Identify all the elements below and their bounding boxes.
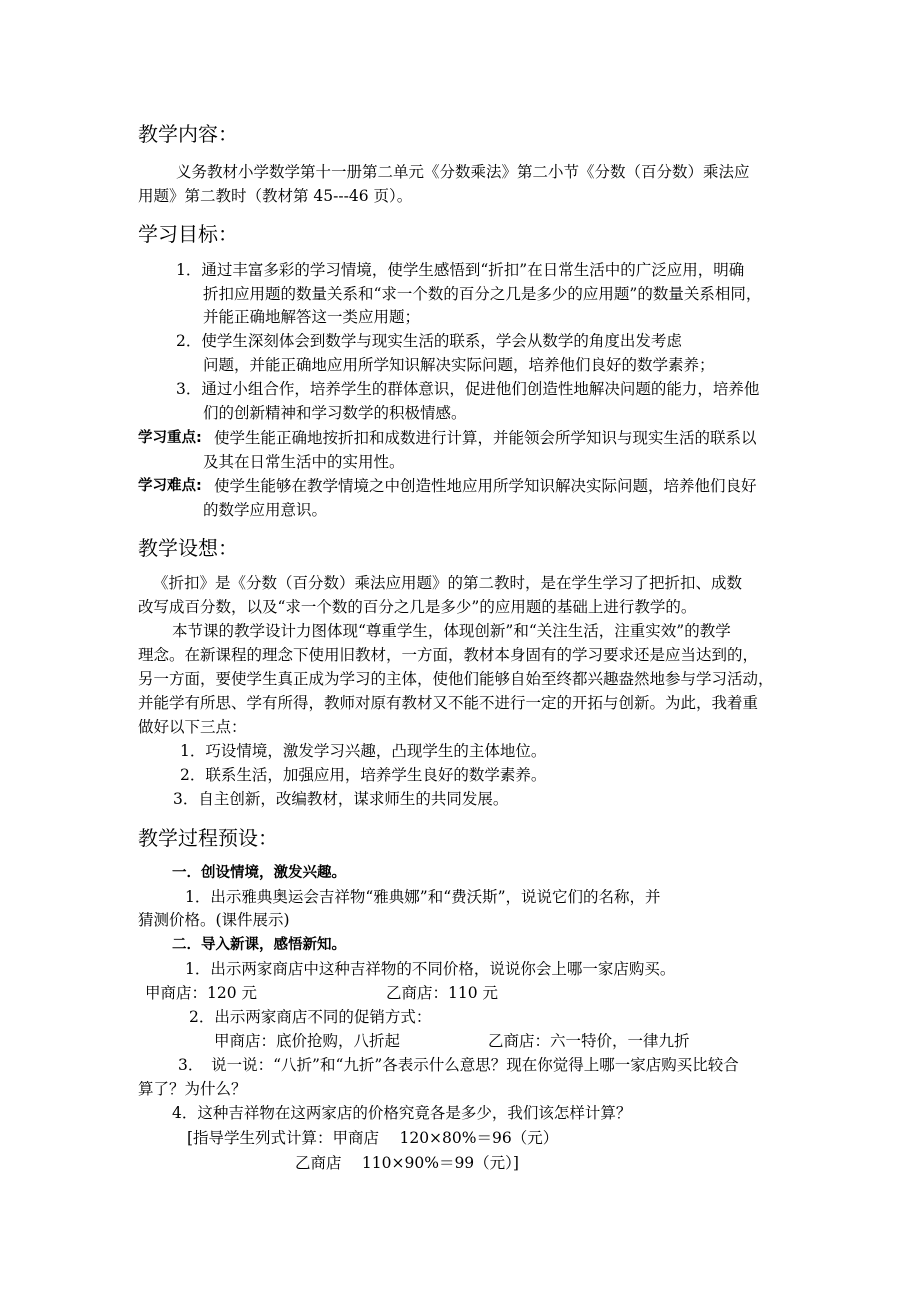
goal-item-1-cont: 并能正确地解答这一类应用题； [203,308,421,326]
goal-item-1: 1．通过丰富多彩的学习情境，使学生感悟到“折扣”在日常生活中的广泛应用，明确 [176,261,745,279]
paragraph-line: 义务教材小学数学第十一册第二单元《分数乘法》第二小节《分数（百分数）乘法应 [176,163,750,181]
difficulty-text: 使学生能够在教学情境之中创造性地应用所学知识解决实际问题，培养他们良好 [214,477,757,495]
paragraph-line: 2．出示两家商店不同的促销方式： [189,1008,432,1026]
heading-teaching-ideas: 教学设想： [138,536,238,560]
paragraph-line: 《折扣》是《分数（百分数）乘法应用题》的第二教时，是在学生学习了把折扣、成数 [153,574,743,592]
heading-learning-goals: 学习目标： [138,222,238,246]
goal-item-2: 2．使学生深刻体会到数学与现实生活的联系，学会从数学的角度出发考虑 [176,332,682,350]
paragraph-line: 4．这种吉祥物在这两家店的价格究竟各是多少，我们该怎样计算？ [172,1104,632,1122]
paragraph-line: 本节课的教学设计力图体现“尊重学生，体现创新”和“关注生活，注重实效”的教学 [172,622,731,640]
key-points-text: 使学生能正确地按折扣和成数进行计算，并能领会所学知识与现实生活的联系以 [214,429,757,447]
heading-teaching-content: 教学内容： [138,122,238,146]
difficulty-text-cont: 的数学应用意识。 [203,501,328,519]
key-points-text-cont: 及其在日常生活中的实用性。 [203,453,405,471]
list-item: 3．自主创新，改编教材，谋求师生的共同发展。 [173,790,509,808]
shop-b-promo: 乙商店：六一特价，一律九折 [488,1032,690,1050]
difficulty-label: 学习难点: [138,478,202,494]
paragraph-line: 改写成百分数，以及“求一个数的百分之几是多少”的应用题的基础上进行教学的。 [138,598,697,616]
shop-b-price: 乙商店：110 元 [386,984,499,1002]
paragraph-line: 理念。在新课程的理念下使用旧教材，一方面，教材本身固有的学习要求还是应当达到的， [138,646,759,664]
paragraph-line: 3． 说一说：“八折”和“九折”各表示什么意思？现在你觉得上哪一家店购买比较合 [178,1056,739,1074]
goal-item-3: 3．通过小组合作，培养学生的群体意识，促进他们创造性地解决问题的能力，培养他 [176,380,760,398]
key-points-label: 学习重点: [138,430,202,446]
part-2-title: 二．导入新课，感悟新知。 [172,937,346,953]
paragraph-line: 猜测价格。(课件展示) [138,911,290,929]
paragraph-line: 另一方面，要使学生真正成为学习的主体，使他们能够自始至终都兴趣盎然地参与学习活动， [138,670,774,688]
goal-item-2-cont: 问题，并能正确地应用所学知识解决实际问题，培养他们良好的数学素养； [203,356,715,374]
shop-a-price: 甲商店：120 元 [145,984,258,1002]
goal-item-1-cont: 折扣应用题的数量关系和“求一个数的百分之几是多少的应用题”的数量关系相同， [203,285,762,303]
calculation-line: [指导学生列式计算：甲商店 120×80%＝96（元） [187,1129,559,1147]
paragraph-line: 用题》第二教时（教材第 45---46 页）。 [138,187,413,205]
paragraph-line: 1．出示雅典奥运会吉祥物“雅典娜”和“费沃斯”，说说它们的名称，并 [185,888,661,906]
goal-item-3-cont: 们的创新精神和学习数学的积极情感。 [203,404,467,422]
list-item: 2．联系生活，加强应用，培养学生良好的数学素养。 [180,766,547,784]
heading-teaching-process: 教学过程预设： [138,826,278,850]
paragraph-line: 1．出示两家商店中这种吉祥物的不同价格，说说你会上哪一家店购买。 [185,960,676,978]
list-item: 1．巧设情境，激发学习兴趣，凸现学生的主体地位。 [180,742,547,760]
calculation-line: 乙商店 110×90%＝99（元）] [295,1154,519,1172]
shop-a-promo: 甲商店：底价抢购，八折起 [214,1032,401,1050]
paragraph-line: 并能学有所思、学有所得，教师对原有教材又不能不进行一定的开拓与创新。为此，我着重 [138,694,759,712]
paragraph-line: 做好以下三点： [138,718,247,736]
part-1-title: 一．创设情境，激发兴趣。 [172,865,346,881]
paragraph-line: 算了？为什么？ [138,1080,247,1098]
